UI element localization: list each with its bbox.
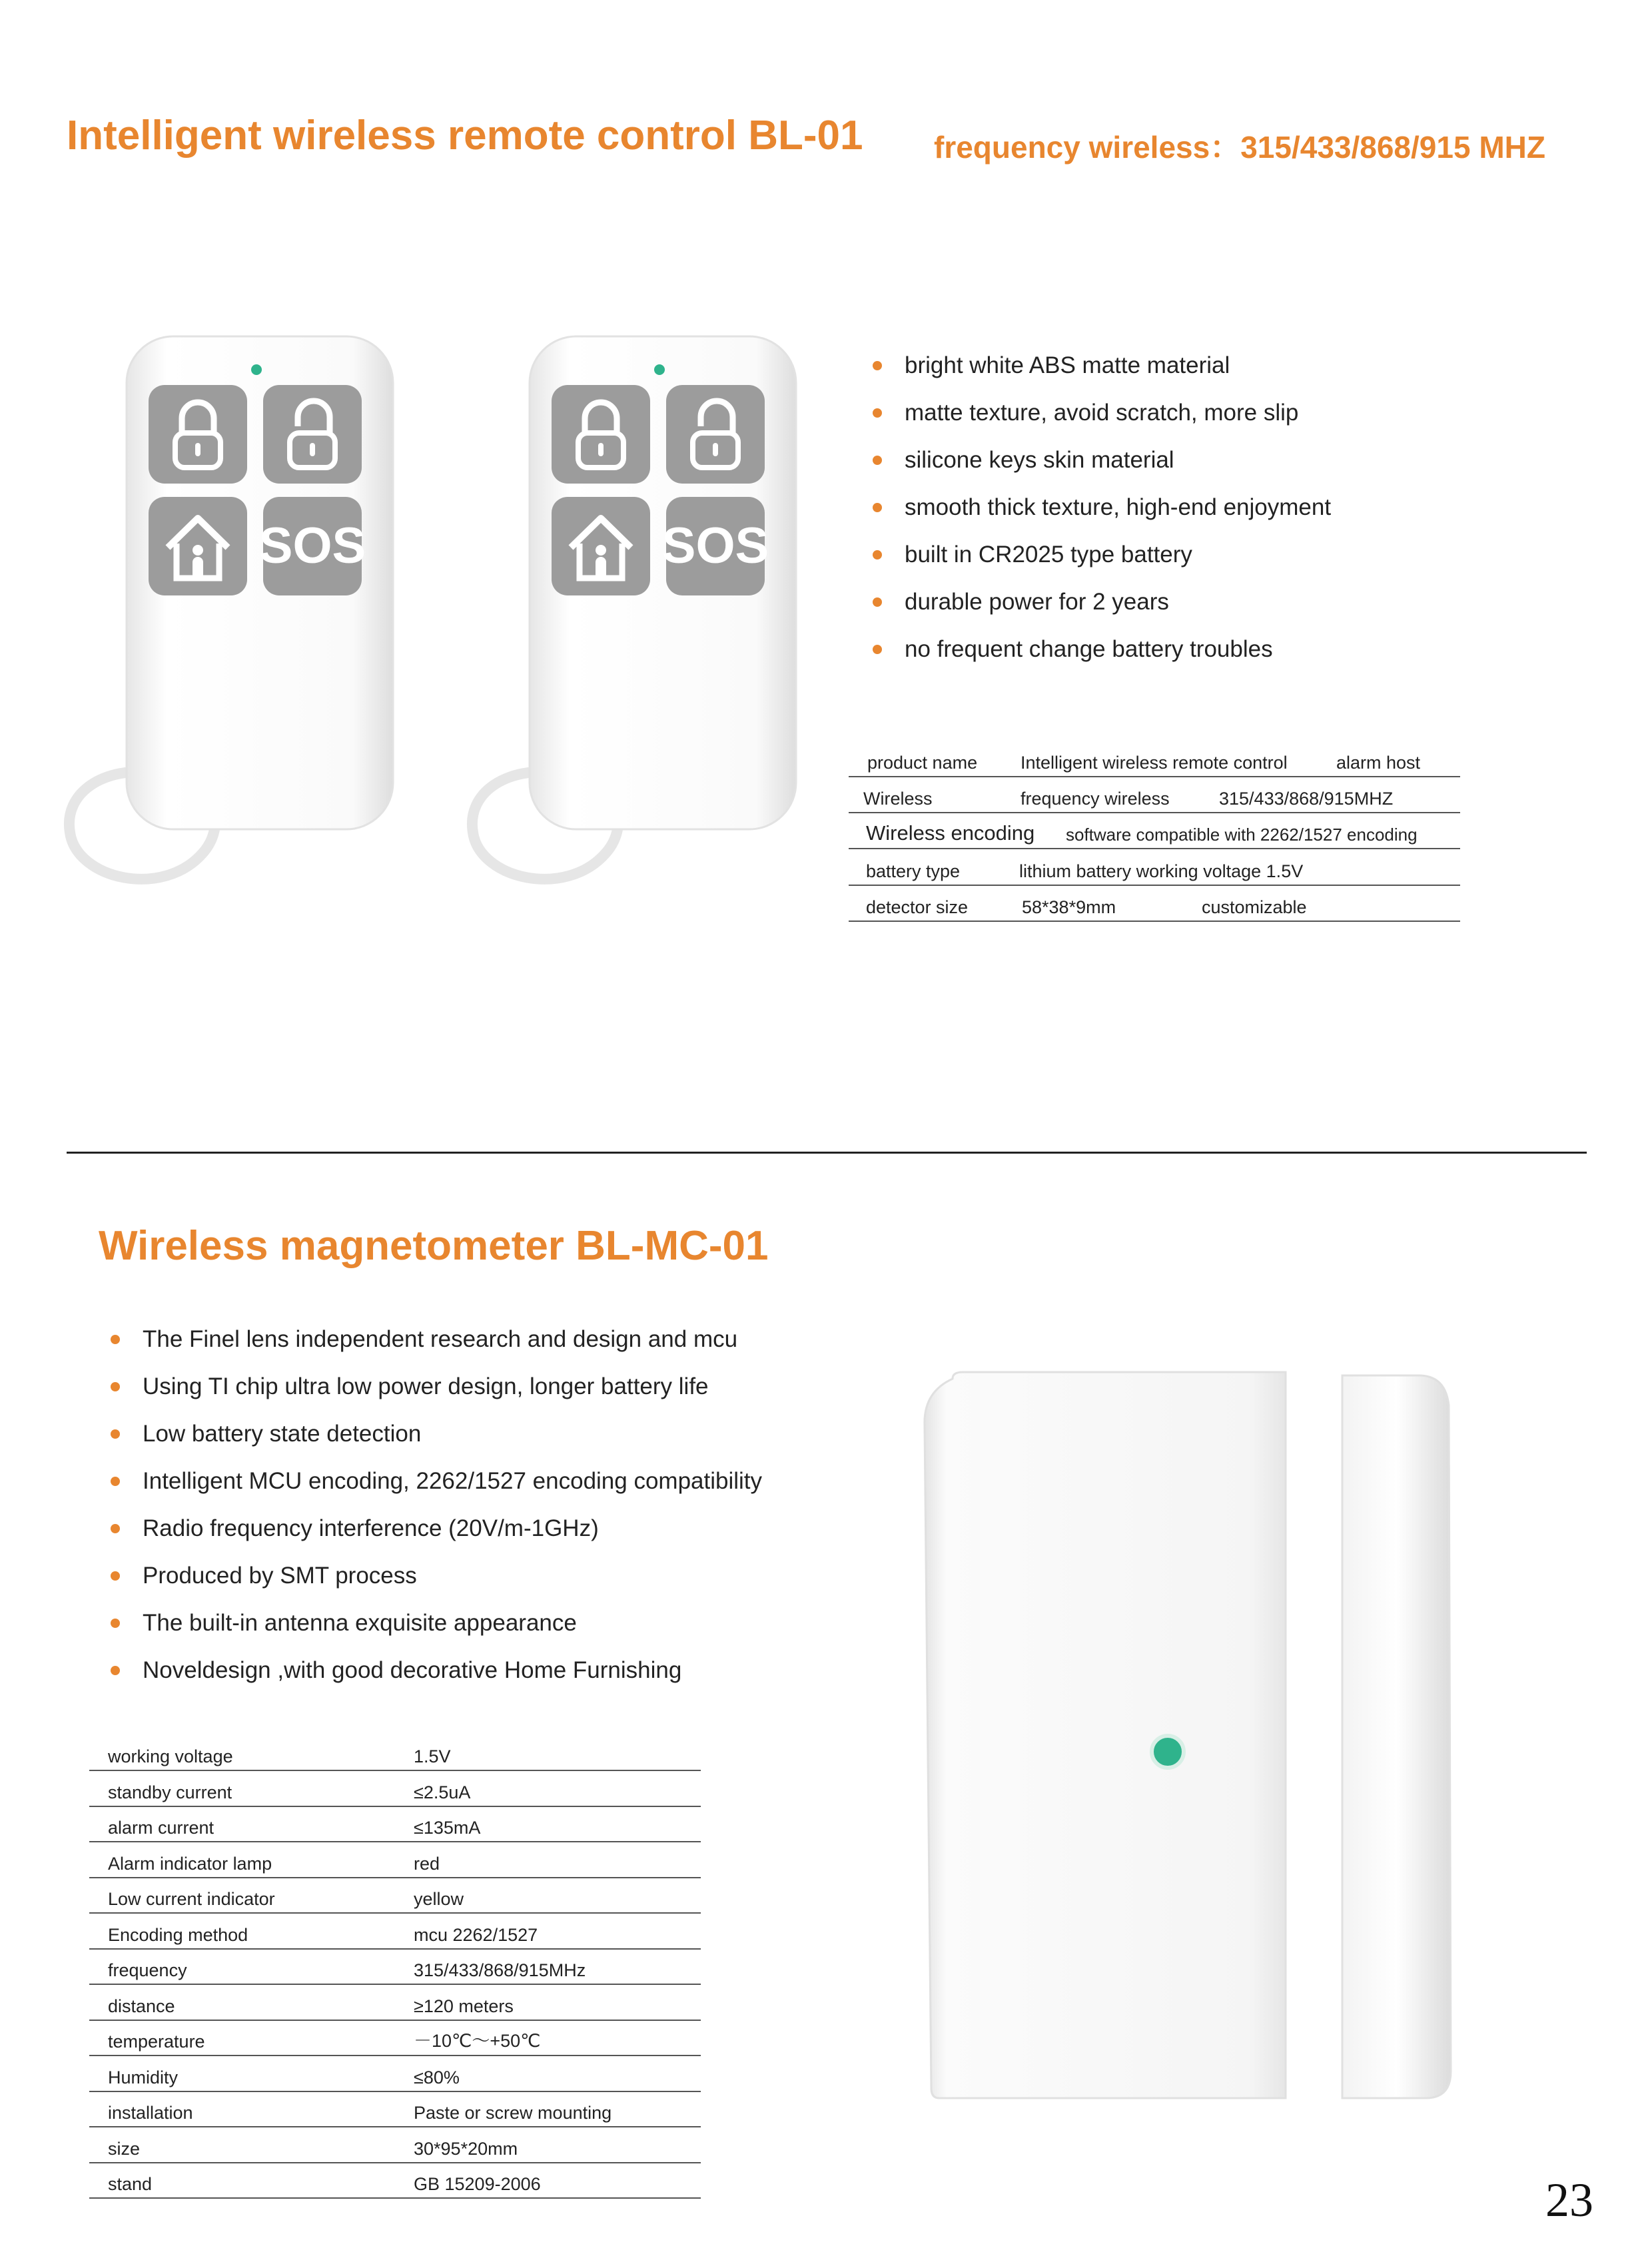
feature-item: Low battery state detection [105, 1410, 762, 1457]
section-divider [67, 1152, 1587, 1154]
section1-spec-table [849, 739, 1460, 923]
table-row: standby current ≤2.5uA [89, 1770, 701, 1807]
feature-item: Intelligent MCU encoding, 2262/1527 encoding compatibility [105, 1457, 762, 1505]
table-row: installation Paste or screw mounting [89, 2091, 701, 2127]
feature-item: Noveldesign ,with good decorative Home Furnishing [105, 1647, 762, 1694]
table-row: Wireless frequency wireless 315/433/868/915MHZ [849, 776, 1460, 813]
table-row: distance ≥120 meters [89, 1984, 701, 2021]
feature-item: Radio frequency interference (20V/m-1GHz) [105, 1505, 762, 1552]
table-row: battery type lithium battery working voltage 1.5V [849, 848, 1460, 886]
table-row: size 30*95*20mm [89, 2126, 701, 2163]
table-row: Low current indicator yellow [89, 1877, 701, 1914]
lock-open-icon [666, 385, 765, 484]
section2-feature-list [105, 1315, 762, 1694]
section1-title: Intelligent wireless remote control BL-01 [67, 113, 863, 159]
feature-item: bright white ABS matte material [867, 342, 1331, 389]
feature-item: Using TI chip ultra low power design, longer battery life [105, 1363, 762, 1410]
table-row: working voltage 1.5V [89, 1738, 701, 1771]
table-row: alarm current ≤135mA [89, 1806, 701, 1842]
lock-open-icon [263, 385, 362, 484]
table-row: temperature －10℃～+50℃ [89, 2020, 701, 2056]
feature-item: no frequent change battery troubles [867, 625, 1331, 673]
feature-item: matte texture, avoid scratch, more slip [867, 389, 1331, 436]
svg-text:SOS: SOS [661, 518, 769, 574]
feature-item: The Finel lens independent research and design and mcu [105, 1315, 762, 1363]
table-row: Encoding method mcu 2262/1527 [89, 1912, 701, 1950]
feature-item: durable power for 2 years [867, 578, 1331, 625]
table-row: frequency 315/433/868/915MHz [89, 1948, 701, 1985]
sos-button [662, 497, 769, 595]
feature-item: silicone keys skin material [867, 436, 1331, 484]
remote-control-image-1 [63, 333, 410, 899]
section1-frequency: frequency wireless：315/433/868/915 MHZ [934, 130, 1545, 165]
table-row: detector size 58*38*9mm customizable [849, 885, 1460, 922]
feature-item: The built-in antenna exquisite appearance [105, 1599, 762, 1647]
remote-control-image-2 [466, 333, 813, 899]
svg-text:SOS: SOS [258, 518, 366, 574]
lock-closed-icon [149, 385, 247, 484]
led-indicator [1152, 1736, 1184, 1768]
magnetometer-image [913, 1365, 1465, 2111]
feature-item: smooth thick texture, high-end enjoyment [867, 484, 1331, 531]
home-icon [149, 497, 247, 595]
section1-feature-list [867, 342, 1331, 673]
table-row: product name Intelligent wireless remote control alarm host [849, 739, 1460, 777]
home-icon [552, 497, 650, 595]
table-row: stand GB 15209-2006 [89, 2162, 701, 2199]
feature-item: Produced by SMT process [105, 1552, 762, 1599]
table-row: Humidity ≤80% [89, 2055, 701, 2092]
table-row: Wireless encoding software compatible with 2262/1527 encoding [849, 812, 1460, 849]
table-row: Alarm indicator lamp red [89, 1841, 701, 1878]
section2-title: Wireless magnetometer BL-MC-01 [99, 1223, 769, 1269]
feature-item: built in CR2025 type battery [867, 531, 1331, 578]
sos-button [259, 497, 366, 595]
lock-closed-icon [552, 385, 650, 484]
page-number: 23 [1545, 2173, 1593, 2227]
